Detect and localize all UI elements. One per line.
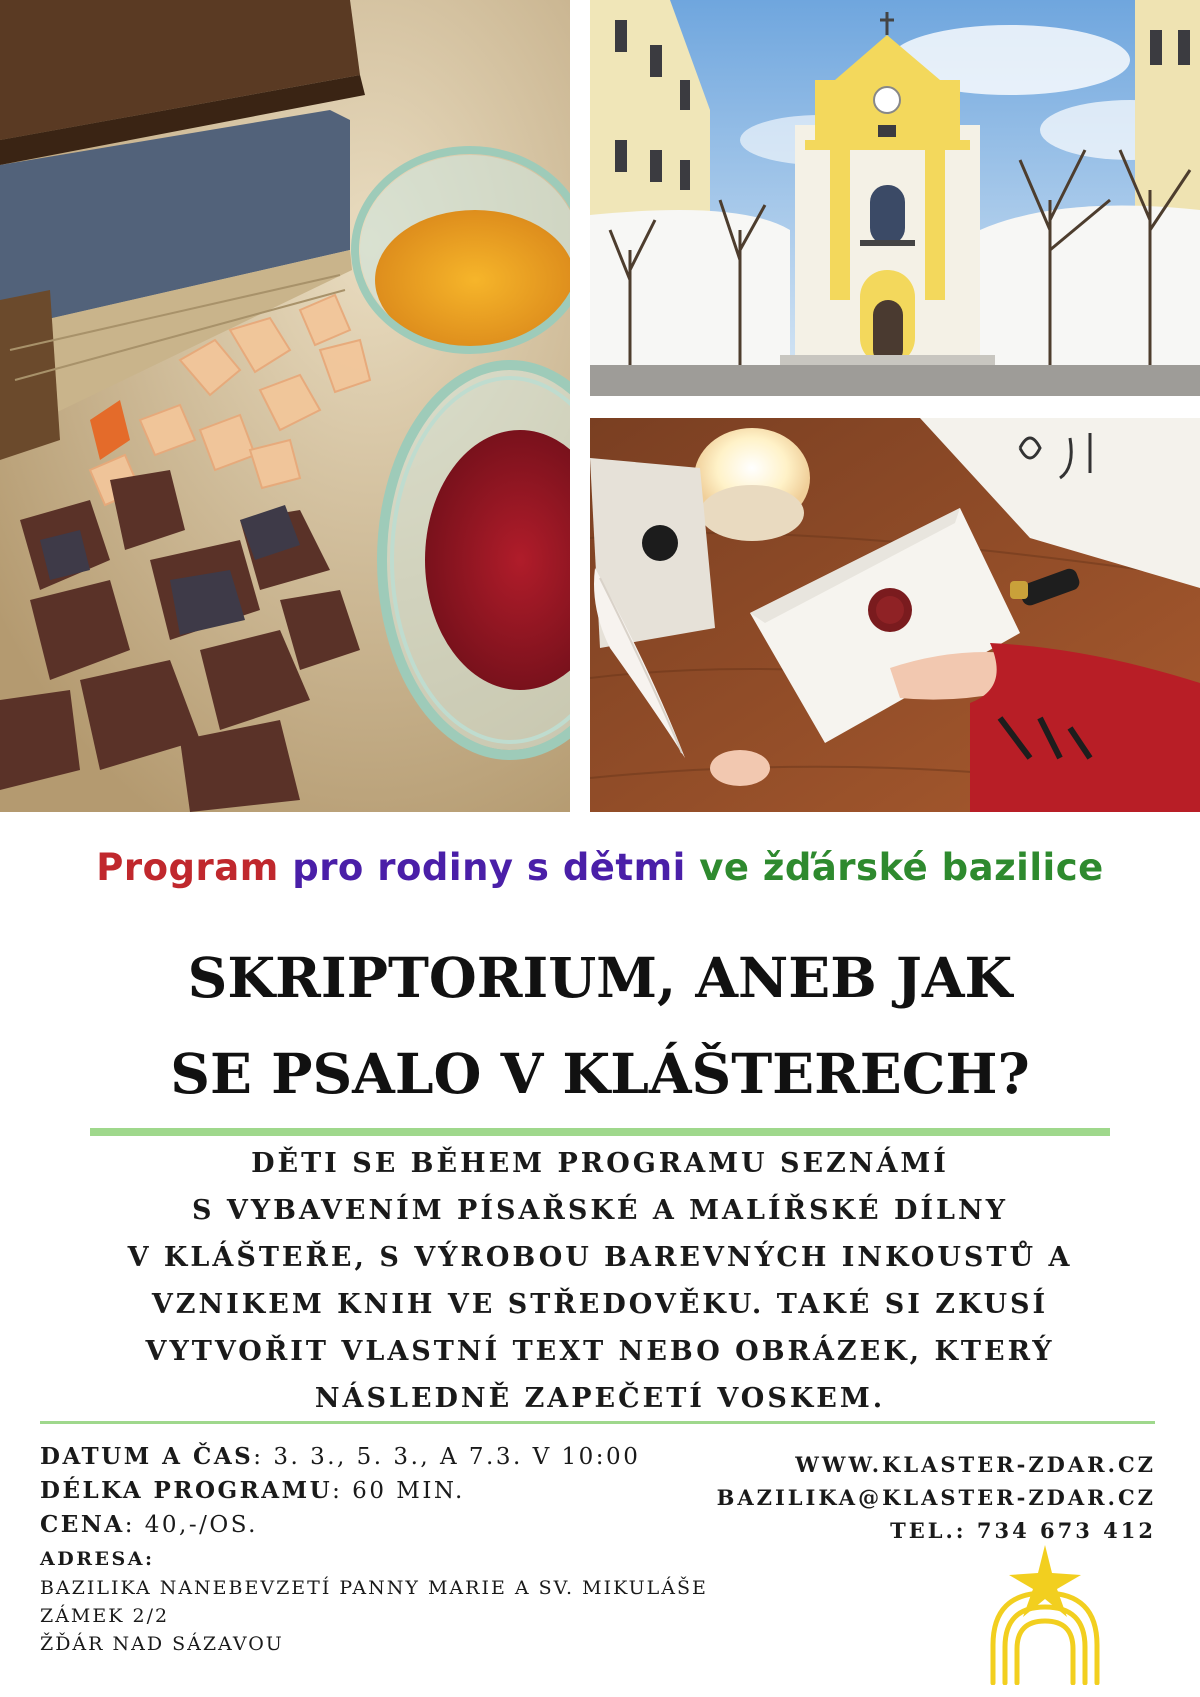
phone-number: TEL.: 734 673 412 bbox=[890, 1518, 1156, 1543]
program-description bbox=[0, 1140, 1200, 1422]
price-label: CENA bbox=[40, 1511, 125, 1538]
price-row bbox=[40, 1508, 740, 1542]
length-value: : 60 MIN. bbox=[332, 1478, 465, 1504]
subtitle-location: ve žďárské bazilice bbox=[699, 846, 1104, 889]
address-line: ZÁMEK 2/2 bbox=[40, 1605, 170, 1627]
price-value: : 40,-/OS. bbox=[124, 1512, 258, 1538]
length-label: DÉLKA PROGRAMU bbox=[40, 1477, 333, 1504]
subtitle-audience: pro rodiny s dětmi bbox=[292, 846, 686, 889]
photo-basilica bbox=[590, 0, 1200, 396]
divider-top bbox=[90, 1128, 1110, 1136]
photo-wax-seal bbox=[590, 418, 1200, 812]
photo-ingredients bbox=[0, 0, 570, 812]
description-line: V KLÁŠTEŘE, S VÝROBOU BAREVNÝCH INKOUSTŮ A bbox=[127, 1242, 1073, 1273]
event-info bbox=[40, 1440, 740, 1658]
date-row bbox=[40, 1440, 740, 1474]
divider-bottom bbox=[40, 1421, 1155, 1424]
address-label: ADRESA: bbox=[40, 1548, 155, 1570]
description-line: S VYBAVENÍM PÍSAŘSKÉ A MALÍŘSKÉ DÍLNY bbox=[192, 1195, 1008, 1226]
program-subtitle bbox=[0, 846, 1200, 889]
address-line: ŽĎÁR NAD SÁZAVOU bbox=[40, 1633, 284, 1655]
subtitle-program: Program bbox=[96, 846, 279, 889]
contact-block bbox=[717, 1448, 1156, 1547]
title-line-2: SE PSALO V KLÁŠTERECH? bbox=[170, 1041, 1030, 1106]
title-line-1: SKRIPTORIUM, ANEB JAK bbox=[187, 945, 1013, 1010]
description-line: DĚTI SE BĚHEM PROGRAMU SEZNÁMÍ bbox=[251, 1148, 949, 1179]
date-label: DATUM A ČAS bbox=[40, 1443, 254, 1470]
website-link[interactable]: WWW.KLASTER-ZDAR.CZ bbox=[795, 1452, 1156, 1477]
description-line: VZNIKEM KNIH VE STŘEDOVĚKU. TAKÉ SI ZKUSÍ bbox=[151, 1289, 1049, 1320]
date-value: : 3. 3., 5. 3., A 7.3. V 10:00 bbox=[253, 1444, 641, 1470]
length-row bbox=[40, 1474, 740, 1508]
description-line: NÁSLEDNĚ ZAPEČETÍ VOSKEM. bbox=[314, 1383, 886, 1414]
event-title bbox=[0, 930, 1200, 1122]
star-arch-logo-icon bbox=[985, 1545, 1105, 1685]
description-line: VYTVOŘIT VLASTNÍ TEXT NEBO OBRÁZEK, KTERÝ bbox=[145, 1336, 1055, 1367]
email-link[interactable]: BAZILIKA@KLASTER-ZDAR.CZ bbox=[716, 1485, 1156, 1510]
address-line: BAZILIKA NANEBEVZETÍ PANNY MARIE A SV. MIKULÁŠE bbox=[40, 1577, 708, 1599]
